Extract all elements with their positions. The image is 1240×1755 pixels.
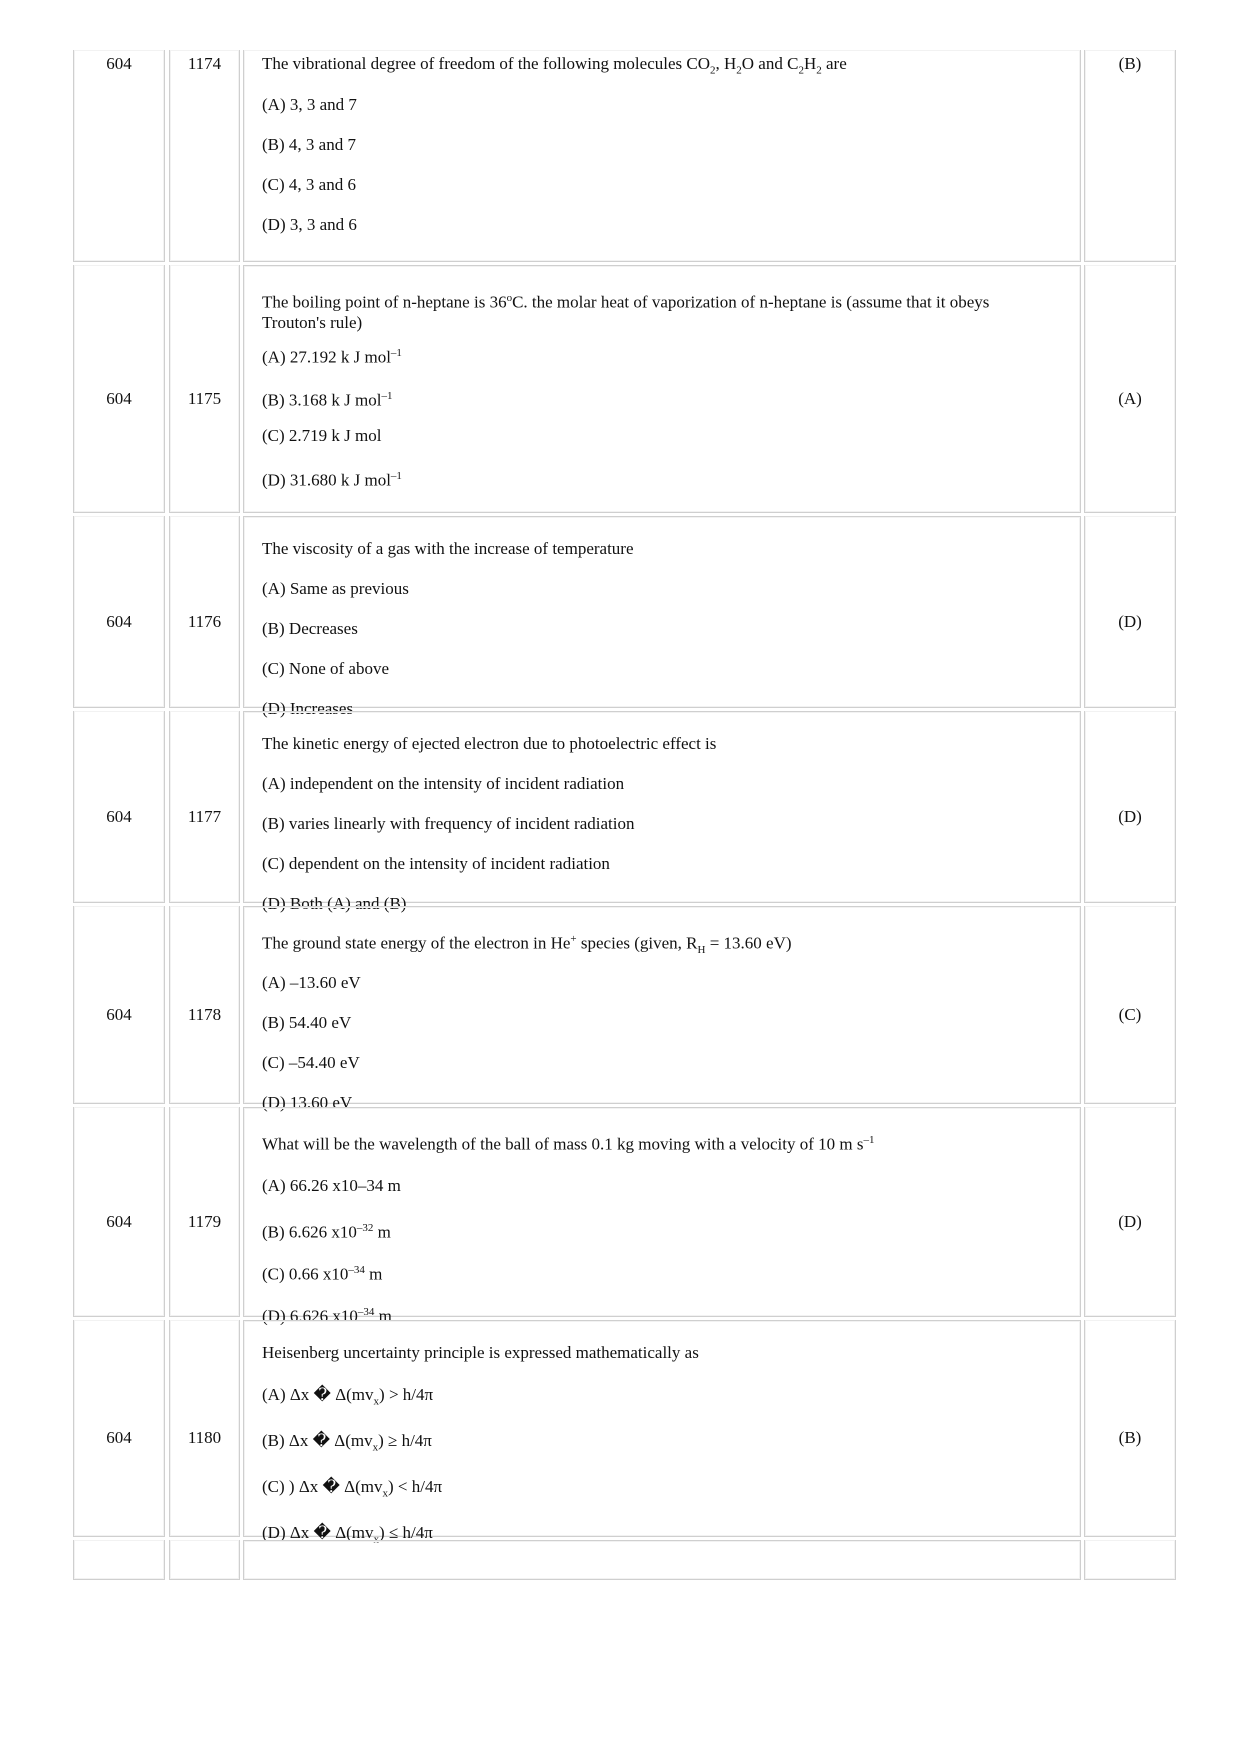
answer-option: (C) –54.40 eV bbox=[262, 1053, 360, 1072]
paper-code: 604 bbox=[106, 807, 132, 826]
answer-option: (B) 3.168 k J mol$^{-1}$ bbox=[262, 390, 393, 410]
answer-option: (A) 3, 3 and 7 bbox=[262, 95, 357, 114]
question-cell bbox=[243, 516, 1081, 718]
answer-option: (D) 6.626 $x10^{-34}$ m bbox=[262, 1306, 392, 1326]
question-text: The vibrational degree of freedom of the following molecules $CO_2$, $H_2O$ and $C_2H_2$ are bbox=[262, 54, 847, 77]
answer-key: (B) bbox=[1118, 54, 1142, 73]
paper-code-cell bbox=[73, 265, 165, 513]
question-number: 1179 bbox=[187, 1212, 222, 1231]
answer-key: (D) bbox=[1118, 612, 1142, 631]
question-text: What will be the wavelength of the ball of mass 0.1 kg moving with a velocity of 10 m $s^{-1}$ bbox=[262, 1134, 875, 1154]
answer-option: (B) 6.626 $x10^{-32}$ m bbox=[262, 1222, 391, 1242]
answer-option: (B) Decreases bbox=[262, 619, 358, 638]
answer-option: (D) 3, 3 and 6 bbox=[262, 215, 357, 234]
table-row bbox=[73, 516, 1176, 718]
answer-option: (C) 0.66 $x10^{-34}$ m bbox=[262, 1264, 383, 1284]
answer-option: (B) 54.40 eV bbox=[262, 1013, 352, 1032]
question-cell bbox=[243, 1320, 1081, 1546]
answer-cell bbox=[1084, 265, 1176, 513]
answer-key: (D) bbox=[1118, 807, 1142, 826]
question-cell bbox=[243, 906, 1081, 1112]
question-number: 1175 bbox=[187, 389, 222, 408]
question-text: The ground state energy of the electron in He+ species (given, $R_H = 13.60$ eV) bbox=[262, 933, 792, 957]
table-row bbox=[73, 711, 1176, 913]
question-number: 1174 bbox=[187, 54, 222, 73]
question-cell bbox=[243, 711, 1081, 913]
answer-option: (A) 27.192 k J mol$^{-1}$ bbox=[262, 347, 402, 367]
question-number: 1176 bbox=[187, 612, 222, 631]
answer-option: (D) Δx � $\Delta(mv_x) \le h/4\pi$ bbox=[262, 1523, 433, 1546]
paper-code-cell bbox=[73, 50, 165, 262]
table-row bbox=[73, 265, 1176, 513]
question-text: The kinetic energy of ejected electron due to photoelectric effect is bbox=[262, 734, 717, 753]
answer-cell bbox=[1084, 711, 1176, 903]
answer-option: (C) 2.719 k J mol bbox=[262, 426, 382, 445]
question-cell bbox=[243, 50, 1081, 262]
answer-key: (A) bbox=[1118, 389, 1142, 408]
answer-option: (A) –13.60 eV bbox=[262, 973, 361, 992]
answer-key: (C) bbox=[1118, 1005, 1142, 1024]
answer-option: (A) Same as previous bbox=[262, 579, 409, 598]
answer-key: (B) bbox=[1118, 1428, 1142, 1447]
paper-code: 604 bbox=[106, 389, 132, 408]
question-number-cell bbox=[169, 50, 240, 262]
question-number-cell bbox=[169, 1107, 240, 1317]
answer-option: (C) None of above bbox=[262, 659, 389, 678]
answer-option: (A) independent on the intensity of incident radiation bbox=[262, 774, 625, 793]
answer-option: (B) Δx � $\Delta(mv_x) \ge h/4\pi$ bbox=[262, 1431, 432, 1454]
paper-code-cell bbox=[73, 516, 165, 708]
answer-option: (D) 31.680 k J mol$^{-1}$ bbox=[262, 470, 402, 490]
paper-code-cell bbox=[73, 1107, 165, 1317]
paper-code: 604 bbox=[106, 54, 132, 73]
question-number-cell bbox=[169, 1540, 240, 1580]
answer-cell bbox=[1084, 1540, 1176, 1580]
question-number: 1178 bbox=[187, 1005, 222, 1024]
paper-code: 604 bbox=[106, 1212, 132, 1231]
answer-cell bbox=[1084, 906, 1176, 1104]
question-cell bbox=[243, 265, 1081, 513]
paper-code: 604 bbox=[106, 1005, 132, 1024]
answer-option: (B) 4, 3 and 7 bbox=[262, 135, 356, 154]
answer-cell bbox=[1084, 516, 1176, 708]
question-cell bbox=[243, 1107, 1081, 1326]
table-row bbox=[73, 50, 1176, 262]
paper-code-cell bbox=[73, 906, 165, 1104]
answer-option: (D) 13.60 eV bbox=[262, 1093, 353, 1112]
question-number-cell bbox=[169, 265, 240, 513]
question-number-cell bbox=[169, 711, 240, 903]
answer-option: (A) 66.26 x10–34 m bbox=[262, 1176, 401, 1195]
answer-option: (A) Δx � $\Delta(mv_x) > h/4\pi$ bbox=[262, 1385, 434, 1408]
answer-option: (D) Increases bbox=[262, 699, 354, 718]
table-row bbox=[73, 906, 1176, 1112]
table-row bbox=[73, 1320, 1176, 1546]
question-number-cell bbox=[169, 906, 240, 1104]
answer-key: (D) bbox=[1118, 1212, 1142, 1231]
question-text: The boiling point of n-heptane is 36$^o$C. the molar heat of vaporization of n-heptane is (assume that it obeys Trouton's rule) bbox=[262, 292, 990, 332]
answer-option: (D) Both (A) and (B) bbox=[262, 894, 407, 913]
answer-option: (C) dependent on the intensity of incident radiation bbox=[262, 854, 610, 873]
question-text: The viscosity of a gas with the increase of temperature bbox=[262, 539, 634, 558]
table-row bbox=[73, 1540, 1176, 1580]
question-number: 1180 bbox=[187, 1428, 222, 1447]
answer-option: (C) ) Δx � $\Delta(mv_x) < h/4\pi$ bbox=[262, 1477, 443, 1500]
paper-code-cell bbox=[73, 1320, 165, 1537]
question-number-cell bbox=[169, 516, 240, 708]
paper-code: 604 bbox=[106, 612, 132, 631]
paper-code-cell bbox=[73, 711, 165, 903]
question-text: Heisenberg uncertainty principle is expressed mathematically as bbox=[262, 1343, 699, 1362]
table-row bbox=[73, 1107, 1176, 1326]
question-number: 1177 bbox=[187, 807, 222, 826]
question-cell bbox=[243, 1540, 1081, 1580]
paper-code-cell bbox=[73, 1540, 165, 1580]
answer-cell bbox=[1084, 50, 1176, 262]
answer-cell bbox=[1084, 1107, 1176, 1317]
answer-cell bbox=[1084, 1320, 1176, 1537]
question-number-cell bbox=[169, 1320, 240, 1537]
answer-option: (B) varies linearly with frequency of incident radiation bbox=[262, 814, 635, 833]
paper-code: 604 bbox=[106, 1428, 132, 1447]
answer-option: (C) 4, 3 and 6 bbox=[262, 175, 356, 194]
